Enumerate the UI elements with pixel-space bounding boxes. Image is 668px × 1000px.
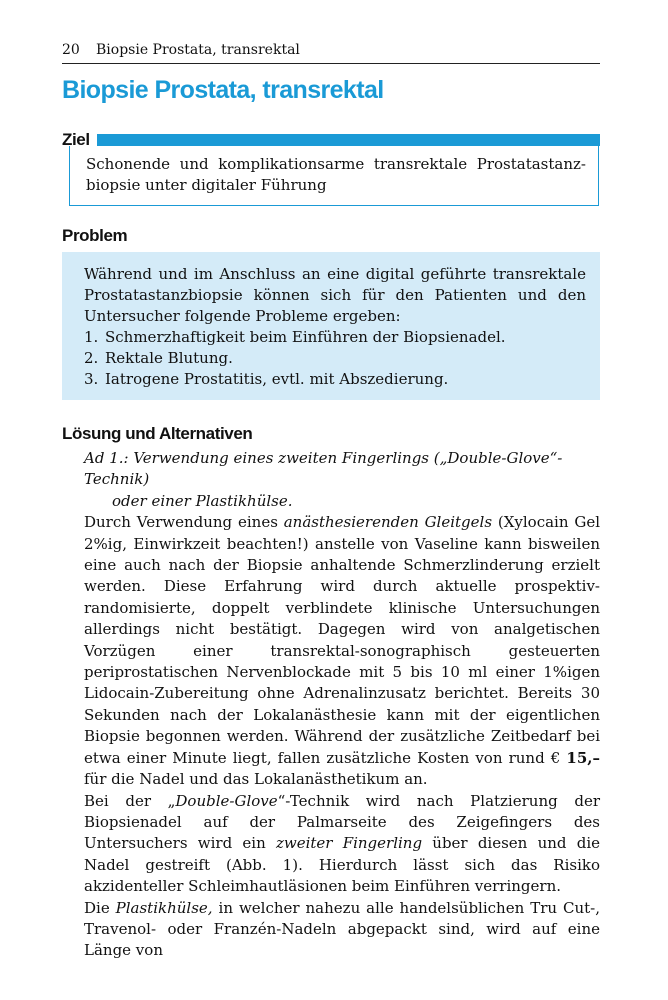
list-text: Rektale Blutung.	[105, 349, 233, 367]
problem-heading: Problem	[62, 226, 128, 245]
paragraph: Bei der „Double-Glove“-Technik wird nach Platzierung der Biopsienadel auf der Palmarseite des Zeigefingers des Untersuchers wird ein zweiter Fingerling über diesen und die Nadel gestreift (Abb. 1). Hierdurch lässt sich das Risiko akzidenteller Schleimhautläsionen beim Einführen verringern.	[84, 791, 600, 896]
list-item	[84, 348, 586, 369]
ziel-heading: Ziel	[62, 130, 90, 149]
problem-list	[84, 327, 586, 390]
ziel-text: Schonende und komplikationsarme transrektale Prostatastanzbiopsie unter digitaler Führung	[86, 155, 586, 194]
list-number: 3.	[84, 370, 99, 388]
problem-intro: Während und im Anschluss an eine digital geführte transrektale Prostatastanzbiopsie können sich für den Patienten und den Untersucher folgende Probleme ergeben:	[84, 265, 586, 325]
list-text: Iatrogene Prostatitis, evtl. mit Abszedierung.	[105, 370, 449, 388]
ad-line: Ad 1.: Verwendung eines zweiten Fingerlings („Double-Glove“-Technik)	[84, 449, 563, 489]
paragraph: Die Plastikhülse, in welcher nahezu alle handelsüblichen Tru Cut-, Travenol- oder Franzén-Nadeln abgepackt sind, wird auf eine Länge von	[84, 898, 600, 960]
list-number: 2.	[84, 349, 99, 367]
running-head	[62, 40, 600, 64]
list-text: Schmerzhaftigkeit beim Einführen der Biopsienadel.	[105, 328, 506, 346]
paragraph: Durch Verwendung eines anästhesierenden Gleitgels (Xylocain Gel 2%ig, Einwirkzeit beachten!) anstelle von Vaseline kann bisweilen eine auch nach der Biopsie anhaltende Schmerzlinderung erzielt werden. Diese Erfahrung wird durch aktuelle prospektiv-randomisierte, doppelt verblindete klinische Untersuchungen allerdings nicht bestätigt. Dagegen wird von analgetischen Vorzügen einer transrektal-sonographisch gesteuerten periprostatischen Nervenblockade mit 5 bis 10 ml einer 1%igen Lidocain-Zubereitung ohne Adrenalinzusatz berichtet. Bereits 30 Sekunden nach der Lokalanästhesie kann mit der eigentlichen Biopsie begonnen werden. Während der zusätzliche Zeitbedarf bei etwa einer Minute liegt, fallen zusätzliche Kosten von rund € 15,– für die Nadel und das Lokalanästhetikum an.	[84, 513, 600, 789]
problem-text	[84, 264, 586, 390]
page-number: 20	[62, 42, 80, 58]
loesung-heading: Lösung und Alternativen	[62, 424, 253, 443]
list-item	[84, 327, 586, 348]
running-head-title: Biopsie Prostata, transrektal	[96, 42, 300, 58]
list-number: 1.	[84, 328, 99, 346]
list-item	[84, 369, 586, 390]
body-text	[84, 448, 600, 962]
page-title: Biopsie Prostata, transrektal	[62, 76, 384, 104]
ad-line: oder einer Plastikhülse.	[112, 491, 293, 510]
ziel-bar	[97, 134, 600, 146]
ad-heading	[84, 448, 600, 512]
